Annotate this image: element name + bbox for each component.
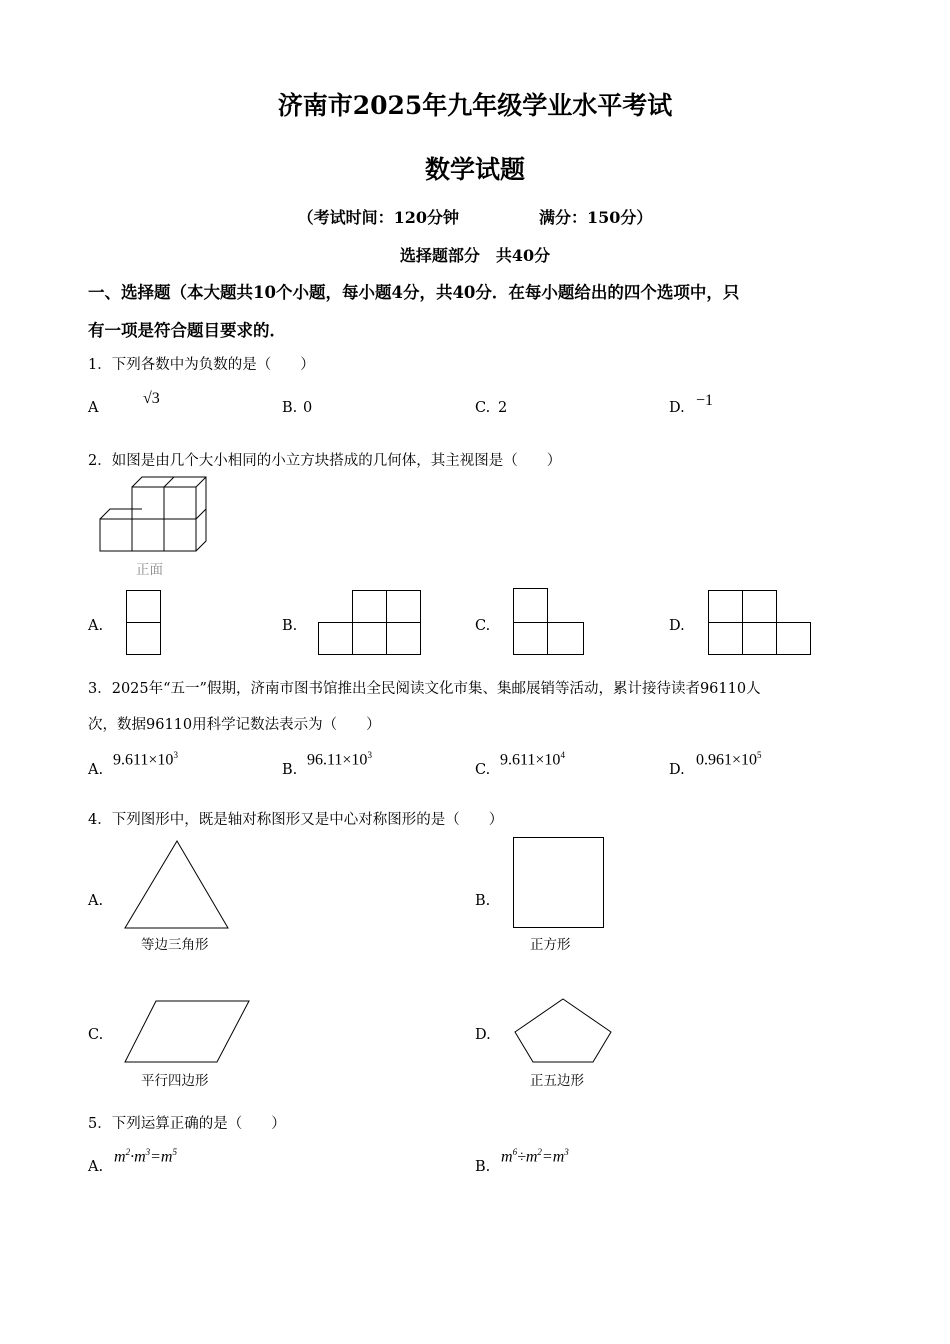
q3-option-d-value: $0.961\times 10^5$ <box>696 750 762 769</box>
q3-option-a-label: A. <box>88 762 104 778</box>
cube-stack-figure <box>98 477 210 555</box>
q5-option-b-label: B. <box>475 1159 491 1175</box>
q1-option-b-label: B. <box>282 400 298 416</box>
question-1-stem: 1．下列各数中为负数的是（ ） <box>88 357 315 373</box>
q3-option-c-value: $9.611\times 10^4$ <box>500 750 565 769</box>
q2-option-b-view <box>318 590 422 656</box>
q1-option-a-label: A <box>88 400 99 416</box>
q5-option-b-expression: $m^6\div m^2=m^3$ <box>501 1147 569 1166</box>
q5-option-a-expression: $m^2\cdot m^3=m^5$ <box>114 1147 177 1166</box>
q1-option-c-label: C. <box>475 400 491 416</box>
q3-option-d-label: D. <box>669 762 685 778</box>
exam-info: （考试时间：120分钟 满分：150分） <box>297 208 653 227</box>
q1-option-d-value: −1 <box>696 392 714 409</box>
q4-option-b-label: B. <box>475 893 491 909</box>
question-3-stem-line1: 3．2025年“五一”假期，济南市图书馆推出全民阅读文化市集、集邮展销等活动，累计接待读者96110人 <box>88 681 761 697</box>
part-heading: 选择题部分 共40分 <box>399 246 551 265</box>
exam-title: 济南市2025年九年级学业水平考试 <box>277 91 673 120</box>
q1-option-d-label: D. <box>669 400 685 416</box>
q2-option-b-label: B. <box>282 618 298 634</box>
question-4-stem: 4．下列图形中，既是轴对称图形又是中心对称图形的是（ ） <box>88 812 504 828</box>
q2-option-c-label: C. <box>475 618 491 634</box>
q4-option-a-caption: 等边三角形 <box>141 937 209 953</box>
square-shape <box>513 837 605 929</box>
subject-title: 数学试题 <box>424 155 525 184</box>
equilateral-triangle-shape <box>124 840 230 930</box>
q5-option-a-label: A. <box>88 1159 104 1175</box>
section-heading-line2: 有一项是符合题目要求的． <box>88 321 286 340</box>
question-5-stem: 5．下列运算正确的是（ ） <box>88 1116 286 1132</box>
q3-option-b-label: B. <box>282 762 298 778</box>
q4-option-d-label: D. <box>475 1027 491 1043</box>
q1-option-c-value: 2 <box>498 400 508 416</box>
q3-option-c-label: C. <box>475 762 491 778</box>
q4-option-b-caption: 正方形 <box>530 937 571 953</box>
figure-front-label: 正面 <box>136 562 163 578</box>
q3-option-b-value: $96.11\times 10^3$ <box>307 750 372 769</box>
question-2-stem: 2．如图是由几个大小相同的小立方块搭成的几何体，其主视图是（ ） <box>88 453 562 469</box>
q2-option-a-view <box>126 590 162 656</box>
section-heading-line1: 一、选择题（本大题共10个小题，每小题4分，共40分．在每小题给出的四个选项中，只 <box>88 283 740 302</box>
q3-option-a-value: $9.611\times 10^3$ <box>113 750 178 769</box>
q4-option-d-caption: 正五边形 <box>530 1073 584 1089</box>
question-3-stem-line2: 次，数据96110用科学记数法表示为（ ） <box>88 717 381 733</box>
q2-option-a-label: A. <box>88 618 104 634</box>
q4-option-a-label: A. <box>88 893 104 909</box>
q1-option-b-value: 0 <box>303 400 313 416</box>
q2-option-d-view <box>708 590 812 656</box>
q2-option-d-label: D. <box>669 618 685 634</box>
q2-option-c-view <box>513 588 585 656</box>
regular-pentagon-shape <box>513 998 613 1064</box>
q4-option-c-label: C. <box>88 1027 104 1043</box>
q1-option-a-value: √3 <box>143 390 160 407</box>
q4-option-c-caption: 平行四边形 <box>141 1073 209 1089</box>
parallelogram-shape <box>124 1000 250 1064</box>
